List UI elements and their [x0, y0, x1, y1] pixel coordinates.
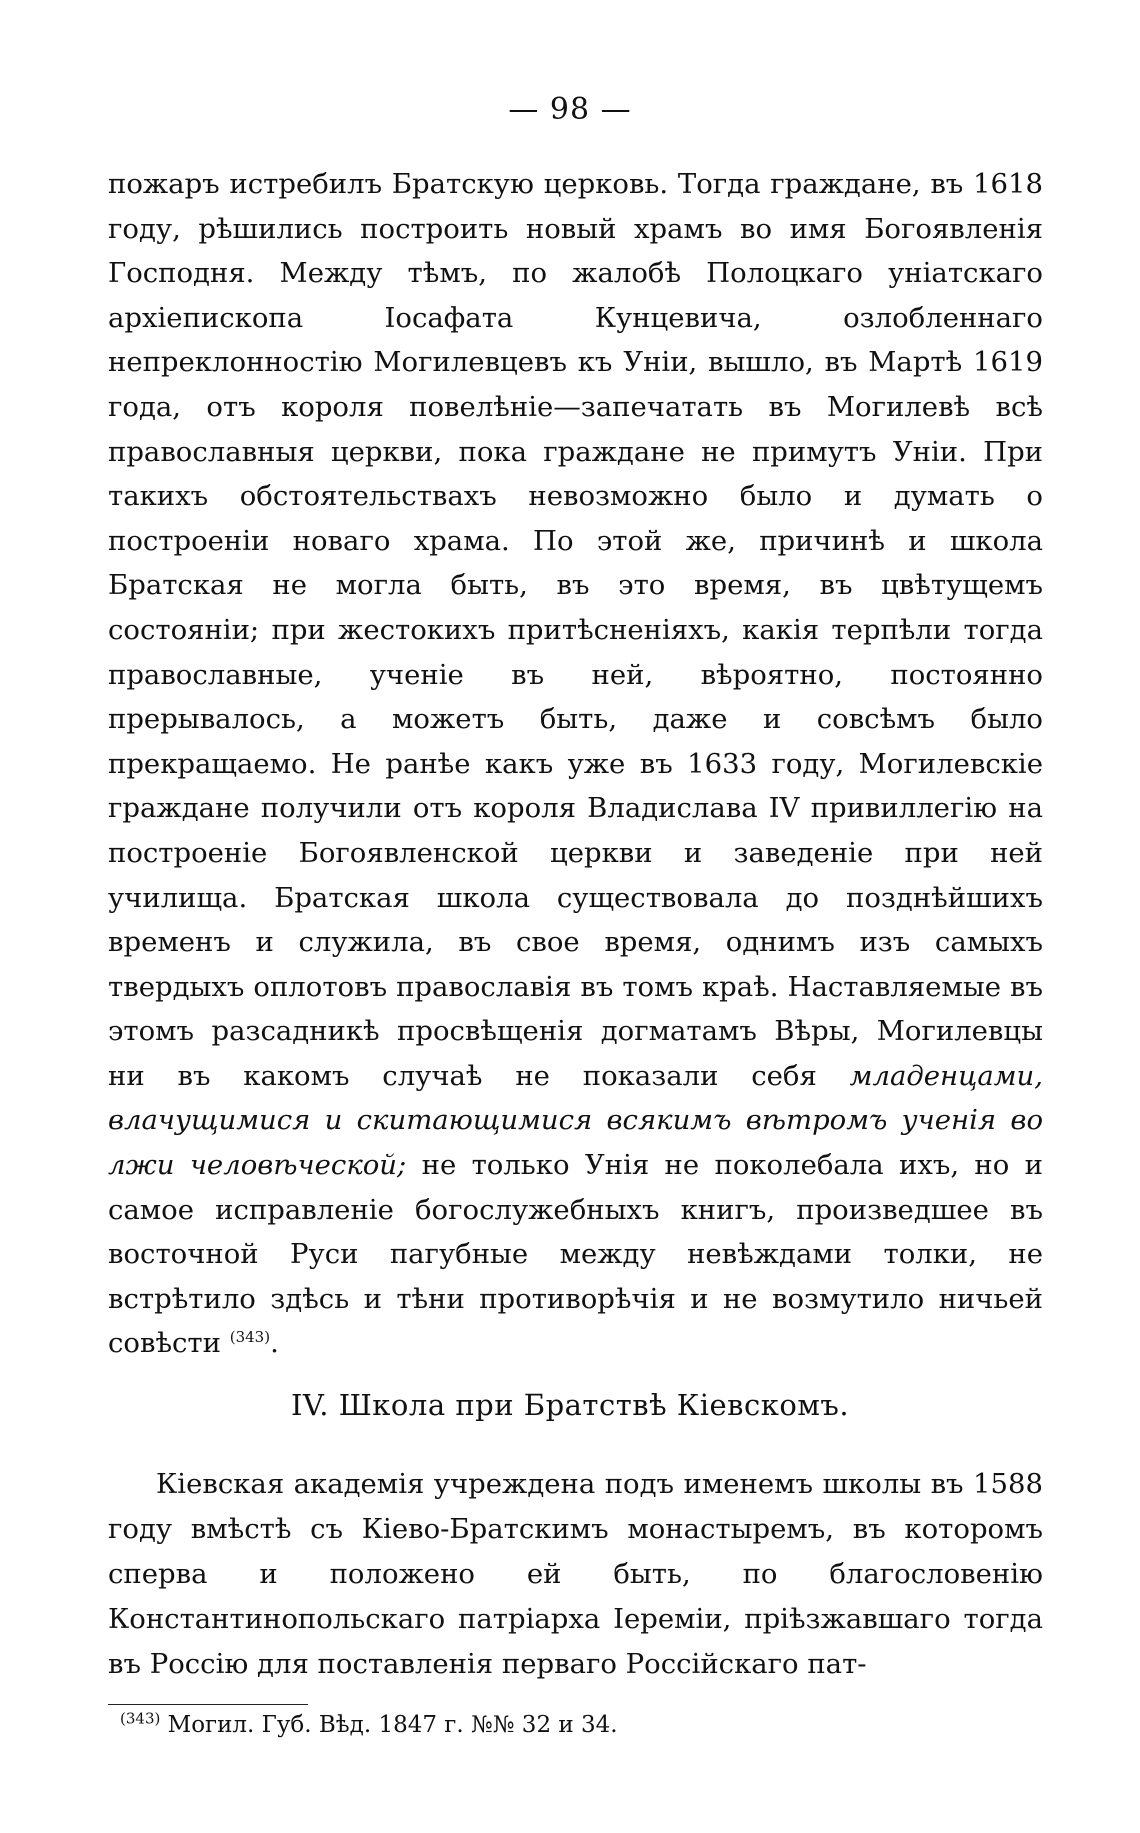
section-numeral: IV.: [290, 1388, 329, 1422]
paragraph-text-continued: не только Унія не поколебала ихъ, но и самое исправленіе богослужебныхъ книгъ, произведшее въ восточной Руси пагубные между невѣждами толки, не встрѣтило здѣсь и тѣни противорѣчія и не возмутило ничьей совѣсти: [108, 1149, 1043, 1360]
footnote-marker: (343): [120, 1709, 161, 1728]
page-number: — 98 —: [508, 92, 632, 127]
paragraph-end: .: [270, 1327, 279, 1360]
footnote-divider: [108, 1704, 308, 1705]
paragraph-text: пожаръ истребилъ Братскую церковь. Тогда граждане, въ 1618 году, рѣшились построить новый храмъ во имя Богоявленія Господня. Между тѣмъ, по жалобѣ Полоцкаго уніатскаго архіепископа Іосафата Кунцевича, озлобленнаго непреклонностію Могилевцевъ къ Уніи, вышло, въ Мартѣ 1619 года, отъ короля повелѣніе—запечатать въ Могилевѣ всѣ православныя церкви, пока граждане не примутъ Уніи. При такихъ обстоятельствахъ невозможно было и думать о построеніи новаго храма. По этой же, причинѣ и школа Братская не могла быть, въ это время, въ цвѣтущемъ состояніи; при жестокихъ притѣсненіяхъ, какія терпѣли тогда православные, ученіе въ ней, вѣроятно, постоянно прерывалось, а можетъ быть, даже и совсѣмъ было прекращаемо. Не ранѣе какъ уже въ 1633 году, Могилевскіе граждане получили отъ короля Владислава IV привиллегію на построеніе Богоявленской церкви и заведеніе при ней училища. Братская школа существовала до позднѣйшихъ временъ и служила, въ свое время, однимъ изъ самыхъ твердыхъ оплотовъ православія въ томъ краѣ. Наставляемые въ этомъ разсадникѣ просвѣщенія догматамъ Вѣры, Могилевцы ни въ какомъ случаѣ не показали себя: [108, 168, 1043, 1092]
footnote: [120, 1708, 618, 1742]
section-title: Школа при Братствѣ Кіевскомъ.: [338, 1388, 850, 1422]
section-heading: [0, 1388, 1140, 1422]
paragraph-kiev-academy: Кіевская академія учреждена подъ именемъ школы въ 1588 году вмѣстѣ съ Кіево-Братскимъ монастыремъ, въ которомъ сперва и положено ей быть, по благословенію Константинопольскаго патріарха Іереміи, пріѣзжавшаго тогда въ Россію для поставленія перваго Россійскаго пат-: [108, 1468, 1043, 1680]
footnote-reference: (343): [229, 1328, 271, 1347]
italic-quote: младенцами, влачущимися и скитающимися всякимъ вѣтромъ ученія во лжи человѣческой;: [108, 1059, 1043, 1182]
footnote-text: Могил. Губ. Вѣд. 1847 г. №№ 32 и 34.: [167, 1712, 618, 1738]
paragraph-body: [108, 162, 1043, 1366]
